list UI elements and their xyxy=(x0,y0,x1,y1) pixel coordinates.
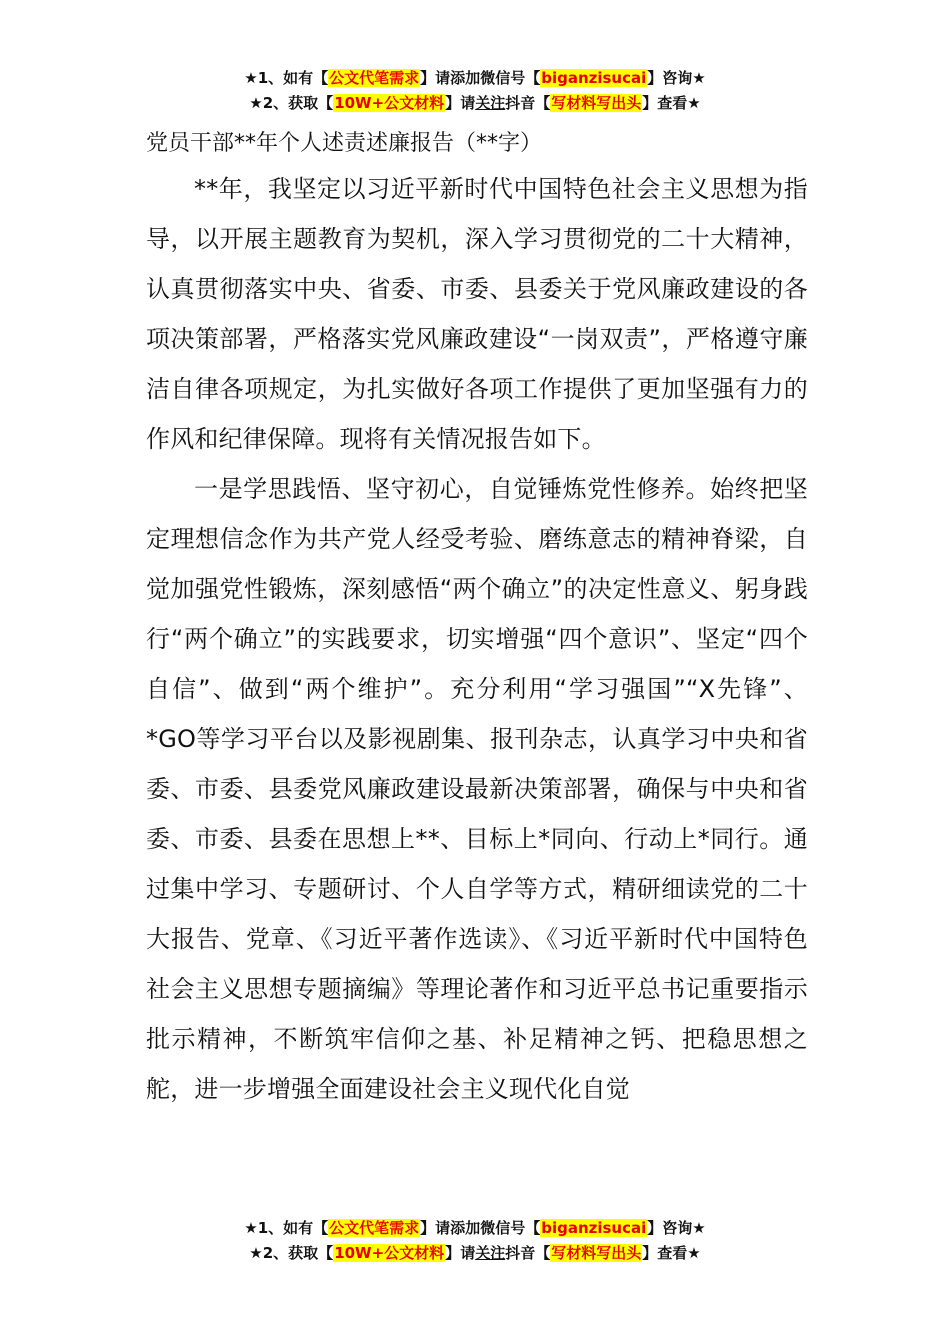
document-title: 党员干部**年个人述责述廉报告（**字） xyxy=(146,131,543,156)
highlight-service: 公文代笔需求 xyxy=(329,69,420,87)
highlight-douyin-id: 写材料写出头 xyxy=(551,1244,642,1262)
highlight-wechat-id: biganzisucai xyxy=(541,1219,647,1237)
banner-line-1: ★1、如有【公文代笔需求】请添加微信号【biganzisucai】咨询★ xyxy=(244,69,706,87)
paragraph-section-one: 一是学思践悟、坚守初心，自觉锤炼党性修养。始终把坚定理想信念作为共产党人经受考验、磨练意志的精神脊梁，自觉加强党性锻炼，深刻感悟“两个确立”的决定性意义、躬身践行“两个确立”的实践要求，切实增强“四个意识”、坚定“四个自信”、做到“两个维护”。充分利用“学习强国”“X先锋”、*GO等学习平台以及影视剧集、报刊杂志，认真学习中央和省委、市委、县委党风廉政建设最新决策部署，确保与中央和省委、市委、县委在思想上**、目标上*同向、行动上*同行。通过集中学习、专题研讨、个人自学等方式，精研细读党的二十大报告、党章、《习近平著作选读》、《习近平新时代中国特色社会主义思想专题摘编》等理论著作和习近平总书记重要指示批示精神，不断筑牢信仰之基、补足精神之钙、把稳思想之舵，进一步增强全面建设社会主义现代化自觉 xyxy=(146,475,808,1103)
banner-line-1: ★1、如有【公文代笔需求】请添加微信号【biganzisucai】咨询★ xyxy=(244,1219,706,1237)
highlight-service: 公文代笔需求 xyxy=(329,1219,420,1237)
document-body xyxy=(146,124,808,1114)
paragraph-intro: **年，我坚定以习近平新时代中国特色社会主义思想为指导，以开展主题教育为契机，深入学习贯彻党的二十大精神，认真贯彻落实中央、省委、市委、县委关于党风廉政建设的各项决策部署，严格落实党风廉政建设“一岗双责”，严格遵守廉洁自律各项规定，为扎实做好各项工作提供了更加坚强有力的作风和纪律保障。现将有关情况报告如下。 xyxy=(146,175,808,453)
highlight-wechat-id: biganzisucai xyxy=(541,69,647,87)
footer-banner xyxy=(0,1216,950,1266)
highlight-materials: 10W+公文材料 xyxy=(334,94,445,112)
highlight-materials: 10W+公文材料 xyxy=(334,1244,445,1262)
highlight-douyin-id: 写材料写出头 xyxy=(551,94,642,112)
header-banner xyxy=(0,66,950,116)
banner-line-2: ★2、获取【10W+公文材料】请关注抖音【写材料写出头】查看★ xyxy=(249,1244,701,1262)
banner-line-2: ★2、获取【10W+公文材料】请关注抖音【写材料写出头】查看★ xyxy=(249,94,701,112)
